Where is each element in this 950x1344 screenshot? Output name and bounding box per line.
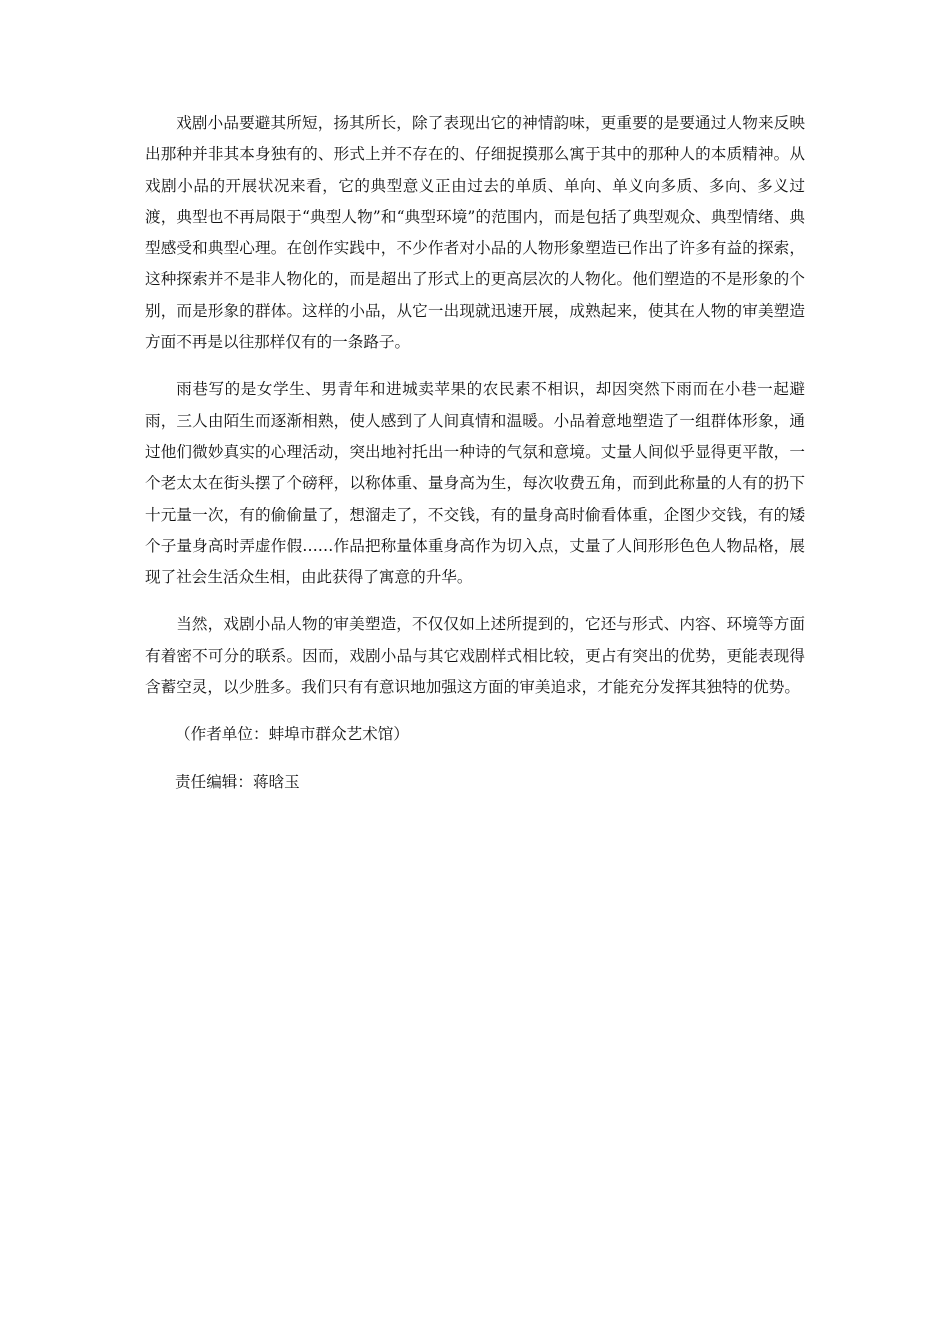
body-paragraph-3: 当然，戏剧小品人物的审美塑造，不仅仅如上述所提到的，它还与形式、内容、环境等方面有着密不可分的联系。因而，戏剧小品与其它戏剧样式相比较，更占有突出的优势，更能表现得含蓄空灵，以少胜多。我们只有有意识地加强这方面的审美追求，才能充分发挥其独特的优势。: [145, 615, 805, 697]
responsible-editor: 责任编辑：蒋晗玉: [175, 772, 300, 791]
document-page: [145, 108, 805, 814]
body-paragraph-1: 戏剧小品要避其所短，扬其所长，除了表现出它的神情韵味，更重要的是要通过人物来反映出那种并非其本身独有的、形式上并不存在的、仔细捉摸那么寓于其中的那种人的本质精神。从戏剧小品的开展状况来看，它的典型意义正由过去的单质、单向、单义向多质、多向、多义过渡，典型也不再局限于“典型人物”和“典型环境”的范围内，而是包括了典型观众、典型情绪、典型感受和典型心理。在创作实践中，不少作者对小品的人物形象塑造已作出了许多有益的探索，这种探索并不是非人物化的，而是超出了形式上的更高层次的人物化。他们塑造的不是形象的个别，而是形象的群体。这样的小品，从它一出现就迅速开展，成熟起来，使其在人物的审美塑造方面不再是以往那样仅有的一条路子。: [145, 114, 805, 352]
body-paragraph-2: 雨巷写的是女学生、男青年和进城卖苹果的农民素不相识，却因突然下雨而在小巷一起避雨，三人由陌生而逐渐相熟，使人感到了人间真情和温暖。小品着意地塑造了一组群体形象，通过他们微妙真实的心理活动，突出地衬托出一种诗的气氛和意境。丈量人间似乎显得更平散，一个老太太在街头摆了个磅秤，以称体重、量身高为生，每次收费五角，而到此称量的人有的扔下十元量一次，有的偷偷量了，想溜走了，不交钱，有的量身高时偷看体重，企图少交钱，有的矮个子量身高时弄虚作假……作品把称量体重身高作为切入点，丈量了人间形形色色人物品格，展现了社会生活众生相，由此获得了寓意的升华。: [145, 380, 805, 587]
author-unit: （作者单位：蚌埠市群众艺术馆）: [175, 725, 409, 744]
